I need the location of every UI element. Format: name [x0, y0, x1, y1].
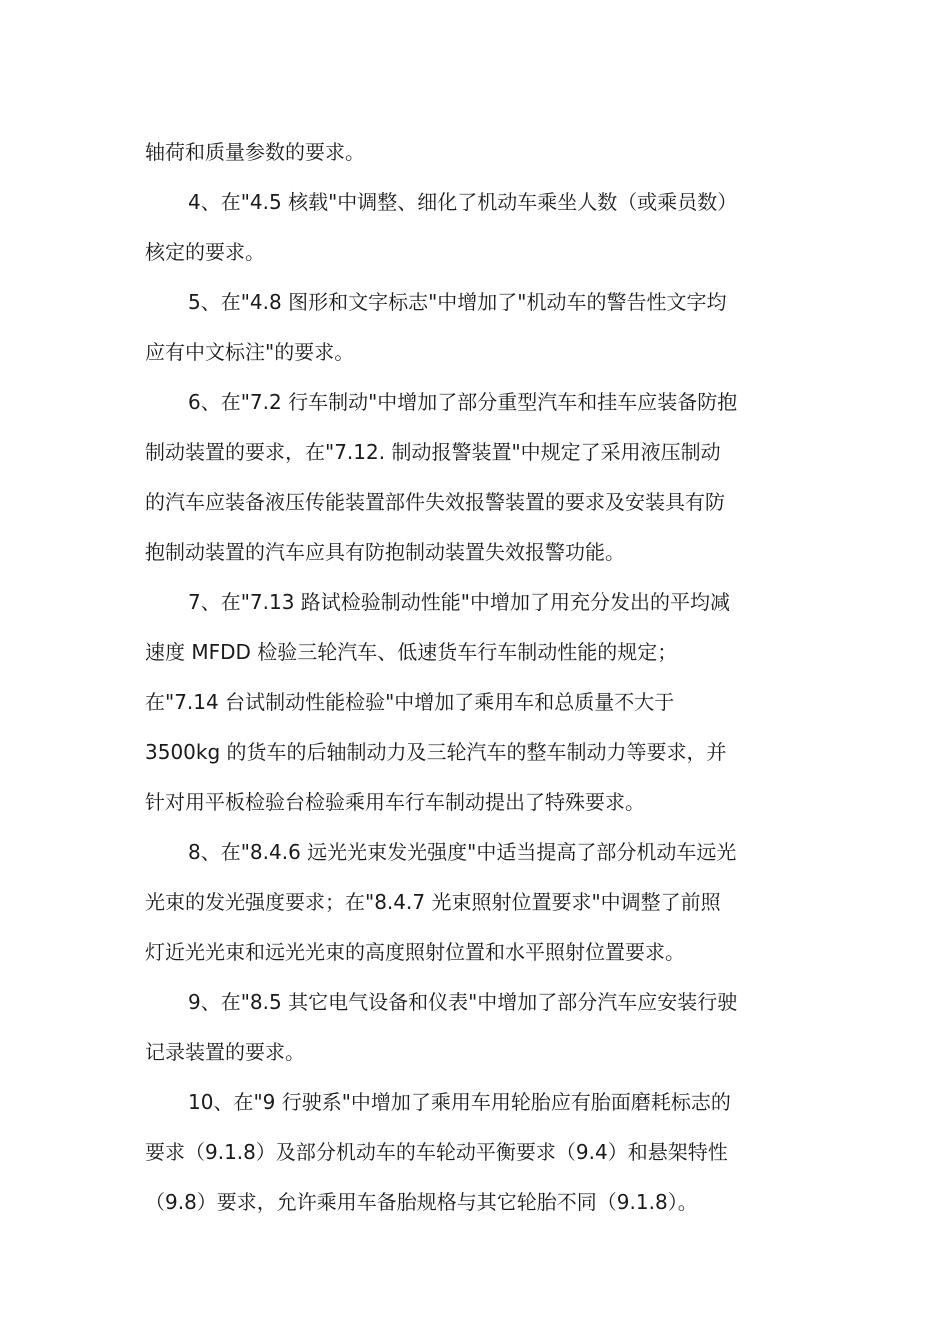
text-line: 核定的要求。	[145, 240, 265, 264]
paragraph-item-6	[145, 377, 810, 577]
text-line: 抱制动装置的汽车应具有防抱制动装置失效报警功能。	[145, 540, 625, 564]
text-line: 7、在"7.13 路试检验制动性能"中增加了用充分发出的平均减	[188, 590, 731, 614]
text-line: 应有中文标注"的要求。	[145, 340, 355, 364]
paragraph-item-4	[145, 177, 810, 277]
text-line: 5、在"4.8 图形和文字标志"中增加了"机动车的警告性文字均	[188, 290, 727, 314]
text-line: 3500kg 的货车的后轴制动力及三轮汽车的整车制动力等要求，并	[145, 740, 727, 764]
paragraph-item-7	[145, 577, 810, 827]
text-line: 4、在"4.5 核载"中调整、细化了机动车乘坐人数（或乘员数）	[188, 190, 738, 214]
text-line: 要求（9.1.8）及部分机动车的车轮动平衡要求（9.4）和悬架特性	[145, 1140, 728, 1164]
paragraph-item-5	[145, 277, 810, 377]
text-line: 轴荷和质量参数的要求。	[145, 140, 365, 164]
paragraph-axle-load	[145, 127, 810, 177]
text-line: 10、在"9 行驶系"中增加了乘用车用轮胎应有胎面磨耗标志的	[188, 1090, 731, 1114]
text-line: 记录装置的要求。	[145, 1040, 305, 1064]
text-line: 光束的发光强度要求；在"8.4.7 光束照射位置要求"中调整了前照	[145, 890, 721, 914]
text-line: 9、在"8.5 其它电气设备和仪表"中增加了部分汽车应安装行驶	[188, 990, 738, 1014]
paragraph-item-10	[145, 1077, 810, 1227]
text-line: 针对用平板检验台检验乘用车行车制动提出了特殊要求。	[145, 790, 645, 814]
text-line: 8、在"8.4.6 远光光束发光强度"中适当提高了部分机动车远光	[188, 840, 737, 864]
text-line: 在"7.14 台试制动性能检验"中增加了乘用车和总质量不大于	[145, 690, 675, 714]
text-line: （9.8）要求，允许乘用车备胎规格与其它轮胎不同（9.1.8）。	[145, 1190, 698, 1214]
text-line: 灯近光光束和远光光束的高度照射位置和水平照射位置要求。	[145, 940, 685, 964]
text-line: 6、在"7.2 行车制动"中增加了部分重型汽车和挂车应装备防抱	[188, 390, 738, 414]
paragraph-item-9	[145, 977, 810, 1077]
paragraph-item-8	[145, 827, 810, 977]
text-line: 速度 MFDD 检验三轮汽车、低速货车行车制动性能的规定；	[145, 640, 678, 664]
text-line: 的汽车应装备液压传能装置部件失效报警装置的要求及安装具有防	[145, 490, 725, 514]
text-line: 制动装置的要求，在"7.12. 制动报警装置"中规定了采用液压制动	[145, 440, 721, 464]
document-body	[145, 127, 810, 1227]
